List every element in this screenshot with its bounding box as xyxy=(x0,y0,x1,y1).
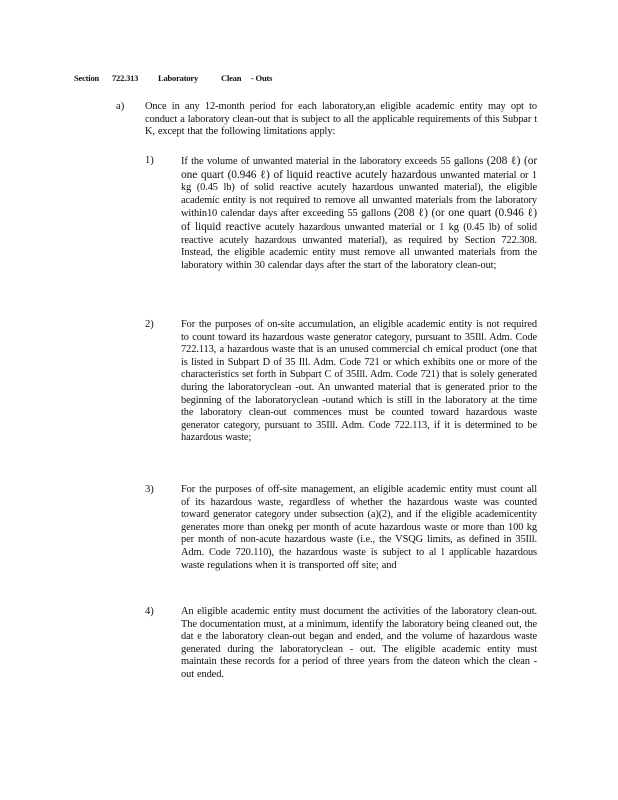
section-word: Section xyxy=(74,73,100,83)
item-2-text: For the purposes of on-site accumulation, an eligible academic entity is not required to count toward its hazardous waste generator category, pursuant to 35Ill. Adm. Code 722.113, a hazardous waste that is an unused commercial ch emical product (one that is listed in Subpart D of 35 Ill. Adm. Code 721 or which exhibits one or more of the characteristics set forth in Subpart C of 35Ill. Adm. Code 721) that is solely generated during the laboratoryclean -out. An unwanted material that is generated prior to the beginning of the laboratoryclean -outand which is still in the laboratory at the time the laboratory clean-out commences must be counted toward hazardous waste generator category, pursuant to 35Ill. Adm. Code 722.113, if it is determined to be hazardous waste; xyxy=(181,319,537,444)
section-number: 722.313 xyxy=(112,73,139,83)
item-3-label: 3) xyxy=(145,484,154,495)
item-1-label: 1) xyxy=(145,155,154,166)
item-4-label: 4) xyxy=(145,606,154,617)
item-2-label: 2) xyxy=(145,319,154,330)
section-title-word2: Clean xyxy=(221,73,242,83)
item-1-text-before: If the volume of unwanted material in the laboratory exceeds 55 gallons xyxy=(181,156,484,167)
section-title-word1: Laboratory xyxy=(158,73,199,83)
subsection-a-text: Once in any 12-month period for each laboratory,an eligible academic entity may opt to conduct a laboratory clean-out that is subject to all the applicable requirements of this Subpar t K, except that the following limitations apply: xyxy=(145,101,537,138)
subsection-a-label: a) xyxy=(116,101,125,112)
item-4-text: An eligible academic entity must document the activities of the laboratory clean-out. The documentation must, at a minimum, identify the laboratory being cleaned out, the dat e the laboratory clean-out began and ended, and the volume of hazardous waste generated during the laboratoryclean - out. The eligible academic entity must maintain these records for a period of three years from the dateon which the clean - out ended. xyxy=(181,606,537,680)
section-heading xyxy=(74,73,272,83)
item-3-text: For the purposes of off-site management, an eligible academic entity must count all of its hazardous waste, regardless of whether the hazardous waste was counted toward generator category under subsection (a)(2), and if the eligible academicentity generates more than onekg per month of acute hazardous waste or more than 100 kg per month of non-acute hazardous waste (i.e., the VSQG limits, as defined in 35Ill. Adm. Code 720.110), the hazardous waste is subject to al l applicable hazardous waste regulations when it is transported off site; and xyxy=(181,484,537,571)
item-1-text-mid: unwanted material or 1 kg (0.45 lb) of solid reactive acutely hazardous unwanted material), the eligible academic entity is not required to remove all unwanted materials from the laboratory within10 calendar days after exceeding 55 gallons xyxy=(181,169,538,220)
item-1-text-after: acutely hazardous unwanted material or 1 kg (0.45 lb) of solid reactive acutely hazardous unwanted material), as required by Section 722.308. Instead, the eligible academic entity must remove all unwanted materials from the laboratory within 30 calendar days after the start of the laboratory clean-out; xyxy=(181,221,538,271)
item-1-text-run1: (208 ℓ) (or one quart (0.946 ℓ) of liquid reactive acutely hazardous xyxy=(181,155,538,181)
section-title-word3: - Outs xyxy=(251,73,273,83)
item-1-text xyxy=(181,155,537,272)
item-1-text-run2: (208 ℓ) (or one quart (0.946 ℓ) of liquid reactive xyxy=(181,207,538,233)
